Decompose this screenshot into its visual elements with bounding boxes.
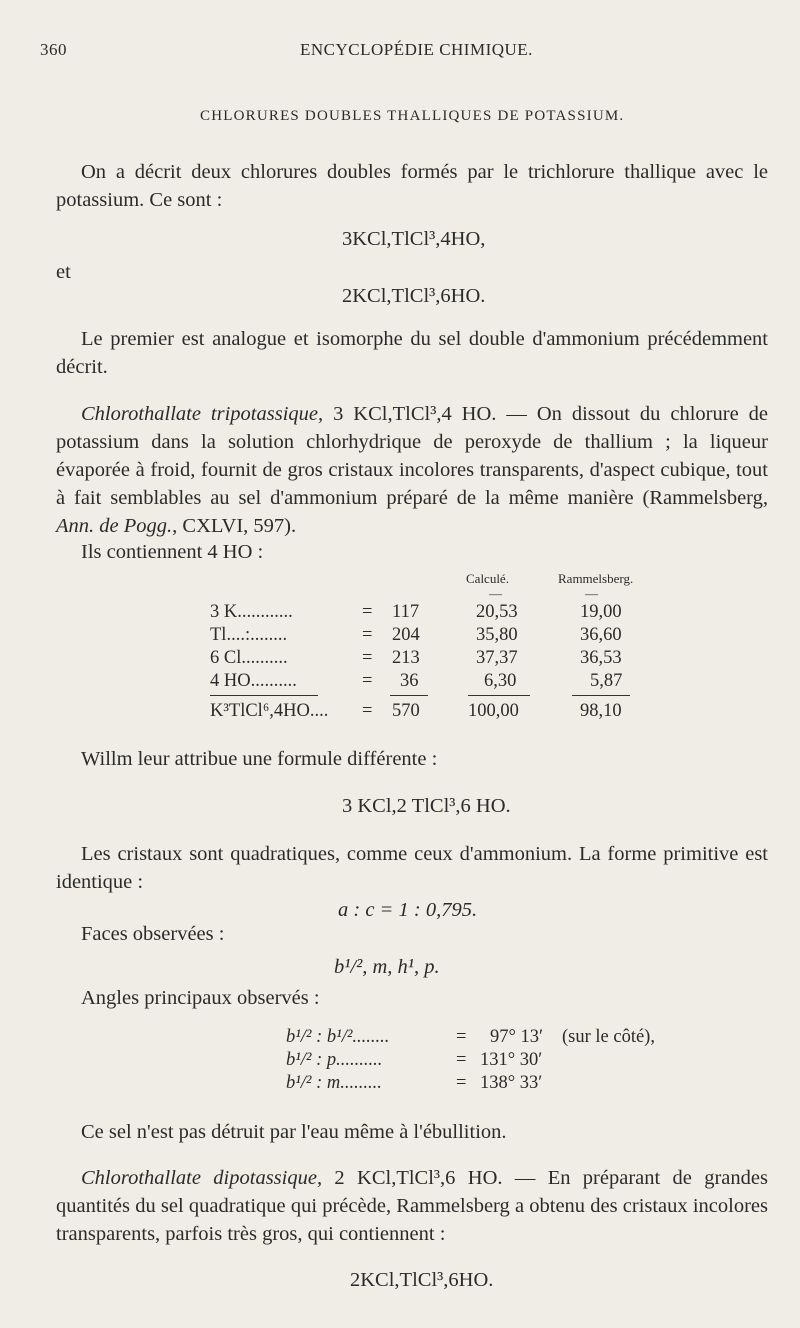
table-sum-rule <box>390 695 428 696</box>
angle-pair: b¹/² : m......... <box>286 1073 382 1093</box>
angle-eq: = <box>456 1073 467 1093</box>
analog-paragraph <box>56 325 768 381</box>
crystals-paragraph <box>56 840 768 896</box>
table-row-eq: = <box>362 648 373 668</box>
table-row-value: 117 <box>392 602 420 622</box>
table-head-rammelsberg: Rammelsberg. <box>558 571 634 586</box>
angle-eq: = <box>456 1027 467 1047</box>
table-row-eq: = <box>362 602 373 622</box>
table-row-value: 213 <box>392 648 420 668</box>
angle-value: 138° 33′ <box>480 1073 543 1093</box>
final-formula: 2KCl,TlCl³,6HO. <box>350 1269 494 1291</box>
table-sum-rule <box>572 695 630 696</box>
angles-label: Angles principaux observés : <box>81 987 320 1009</box>
axis-ratio: a : c = 1 : 0,795. <box>338 899 478 921</box>
dipotassic-text: En préparant de grandes quantités du sel quadratique qui précède, Rammelsberg a obtenu des cristaux incolores transparents, parfois très gros, qui contiennent : <box>56 1167 768 1245</box>
tripotassic-reference-tail: , CXLVI, 597). <box>172 515 297 537</box>
table-row-ramm: 36,60 <box>580 625 622 645</box>
table-row-label: 6 Cl.......... <box>210 648 288 668</box>
angle-eq: = <box>456 1050 467 1070</box>
running-title: ENCYCLOPÉDIE CHIMIQUE. <box>300 40 533 59</box>
intro-text: On a décrit deux chlorures doubles formés par le trichlorure thallique avec le potassium. Ce sont : <box>56 161 768 211</box>
formula-dipotassic: 2KCl,TlCl³,6HO. <box>342 285 486 307</box>
table-head-calcule: Calculé. <box>466 571 509 586</box>
table-total-label: K³TlCl⁶,4HO.... <box>210 701 329 721</box>
table-row-calc: 37,37 <box>476 648 518 668</box>
tripotassic-reference: Ann. de Pogg. <box>56 515 173 537</box>
table-row-value: 36 <box>400 671 419 691</box>
table-head-dash: — <box>585 586 598 601</box>
dipotassic-formula: 2 KCl,TlCl³,6 HO. — <box>322 1167 548 1189</box>
table-total-ramm: 98,10 <box>580 701 622 721</box>
angle-value: 131° 30′ <box>480 1050 543 1070</box>
table-row-calc: 20,53 <box>476 602 518 622</box>
tripotassic-formula: 3 KCl,TlCl³,4 HO. — <box>323 403 537 425</box>
analog-text: Le premier est analogue et isomorphe du sel double d'ammonium précédemment décrit. <box>56 328 768 378</box>
table-row-ramm: 36,53 <box>580 648 622 668</box>
table-total-value: 570 <box>392 701 420 721</box>
table-row-calc: 35,80 <box>476 625 518 645</box>
willm-line: Willm leur attribue une formule différente : <box>81 748 438 770</box>
intro-paragraph <box>56 158 768 214</box>
table-row-value: 204 <box>392 625 420 645</box>
conjunction-et: et <box>56 261 71 283</box>
table-row-label: Tl....:........ <box>210 625 288 645</box>
table-row-eq: = <box>362 625 373 645</box>
table-row-label: 4 HO.......... <box>210 671 297 691</box>
formula-tripotassic: 3KCl,TlCl³,4HO, <box>342 228 486 250</box>
angle-pair: b¹/² : b¹/²........ <box>286 1027 390 1047</box>
dipotassic-title: Chlorothallate dipotassique, <box>81 1167 323 1189</box>
faces-list: b¹/², m, h¹, p. <box>334 956 440 978</box>
table-total-eq: = <box>362 701 373 721</box>
boiling-line: Ce sel n'est pas détruit par l'eau même à l'ébullition. <box>81 1121 507 1143</box>
table-row-eq: = <box>362 671 373 691</box>
tripotassic-paragraph <box>56 400 768 540</box>
section-title: CHLORURES DOUBLES THALLIQUES DE POTASSIUM. <box>200 108 625 124</box>
page-number: 360 <box>40 40 67 59</box>
dipotassic-paragraph <box>56 1164 768 1248</box>
table-row-ramm: 19,00 <box>580 602 622 622</box>
table-row-label: 3 K............ <box>210 602 293 622</box>
contain-line: Ils contiennent 4 HO : <box>81 541 264 563</box>
faces-label: Faces observées : <box>81 923 225 945</box>
tripotassic-text: On dissout du chlorure de potassium dans la solution chlorhydrique de peroxyde de thallium ; la liqueur évaporée à froid, fournit de gros cristaux incolores transparents, d'aspect cubique, tout à fait semblables au sel d'ammonium préparé de la même manière (Rammelsberg, <box>56 403 768 509</box>
table-total-calc: 100,00 <box>468 701 519 721</box>
angle-pair: b¹/² : p.......... <box>286 1050 383 1070</box>
table-sum-rule <box>210 695 318 696</box>
crystals-text: Les cristaux sont quadratiques, comme ceux d'ammonium. La forme primitive est identique : <box>56 843 768 893</box>
tripotassic-title: Chlorothallate tripotassique, <box>81 403 324 425</box>
table-row-ramm: 5,87 <box>590 671 623 691</box>
angle-note: (sur le côté), <box>562 1027 655 1047</box>
willm-formula: 3 KCl,2 TlCl³,6 HO. <box>342 795 511 817</box>
table-sum-rule <box>468 695 530 696</box>
angle-value: 97° 13′ <box>490 1027 544 1047</box>
table-row-calc: 6,30 <box>484 671 517 691</box>
table-head-dash: — <box>489 586 502 601</box>
